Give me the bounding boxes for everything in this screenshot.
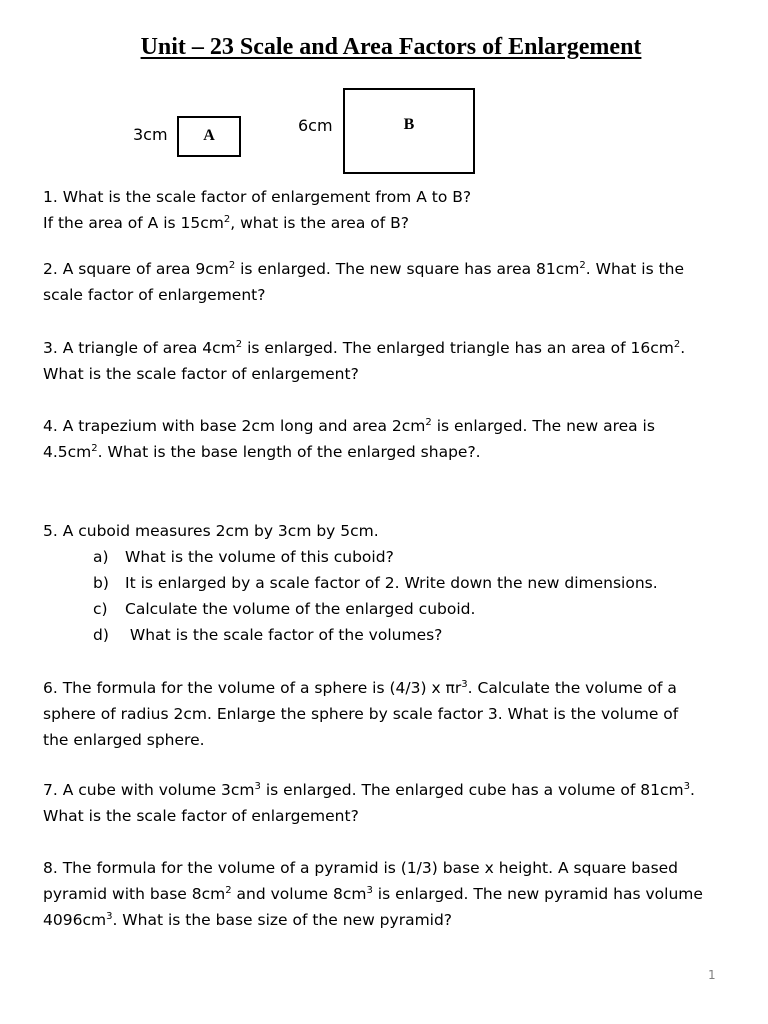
question-3-line-1: 3. A triangle of area $4cm^2$ is enlarged. The enlarged triangle has an area of $16cm^2$. bbox=[43, 339, 686, 357]
question-7-line-2: What is the scale factor of enlargement? bbox=[43, 807, 359, 825]
question-6 bbox=[43, 675, 733, 753]
shape-b-side-label: 6cm bbox=[298, 116, 333, 135]
question-8 bbox=[43, 855, 733, 933]
question-4 bbox=[43, 413, 733, 465]
question-2-line-2: scale factor of enlargement? bbox=[43, 286, 266, 304]
question-8-line-3: $4096cm^3$. What is the base size of the new pyramid? bbox=[43, 911, 453, 929]
question-5 bbox=[43, 518, 733, 544]
question-5-part-b: b) It is enlarged by a scale factor of 2. Write down the new dimensions. bbox=[93, 574, 658, 592]
question-5-line-1: 5. A cuboid measures 2cm by 3cm by 5cm. bbox=[43, 522, 379, 540]
page-number: 1 bbox=[708, 968, 716, 982]
question-2 bbox=[43, 256, 733, 308]
question-5-part-c: c) Calculate the volume of the enlarged cuboid. bbox=[93, 600, 476, 618]
question-6-line-2: sphere of radius 2cm. Enlarge the sphere by scale factor 3. What is the volume of bbox=[43, 705, 679, 723]
question-7-line-1: 7. A cube with volume $3cm^3$ is enlarged. The enlarged cube has a volume of $81cm^3$. bbox=[43, 781, 695, 799]
question-5-part-a: a) What is the volume of this cuboid? bbox=[93, 548, 394, 566]
question-8-line-2: pyramid with base $8cm^2$ and volume $8cm^3$ is enlarged. The new pyramid has volume bbox=[43, 885, 703, 903]
question-1 bbox=[43, 184, 733, 236]
question-8-line-1: 8. The formula for the volume of a pyramid is (1/3) base x height. A square based bbox=[43, 859, 679, 877]
question-1-line-1: 1. What is the scale factor of enlargement from A to B? bbox=[43, 188, 472, 206]
question-2-line-1: 2. A square of area $9cm^2$ is enlarged. The new square has area $81cm^2$. What is the bbox=[43, 260, 685, 278]
question-6-line-3: the enlarged sphere. bbox=[43, 731, 205, 749]
shape-a-rectangle: A bbox=[177, 116, 241, 157]
question-4-line-2: $4.5cm^2$. What is the base length of the enlarged shape?. bbox=[43, 443, 481, 461]
question-4-line-1: 4. A trapezium with base 2cm long and area $2cm^2$ is enlarged. The new area is bbox=[43, 417, 655, 435]
question-1-line-2: If the area of A is $15cm^2$, what is the area of B? bbox=[43, 214, 409, 232]
shape-a-side-label: 3cm bbox=[133, 125, 168, 144]
question-5-parts bbox=[93, 544, 658, 648]
page-title: Unit – 23 Scale and Area Factors of Enlargement bbox=[140, 34, 642, 60]
question-3 bbox=[43, 335, 733, 387]
shape-b-rectangle: B bbox=[343, 88, 475, 174]
question-3-line-2: What is the scale factor of enlargement? bbox=[43, 365, 359, 383]
question-7 bbox=[43, 777, 733, 829]
question-6-line-1: 6. The formula for the volume of a sphere is (4/3) x $\pi r^3$. Calculate the volume of a bbox=[43, 679, 677, 697]
question-5-part-d: d) What is the scale factor of the volumes? bbox=[93, 626, 443, 644]
